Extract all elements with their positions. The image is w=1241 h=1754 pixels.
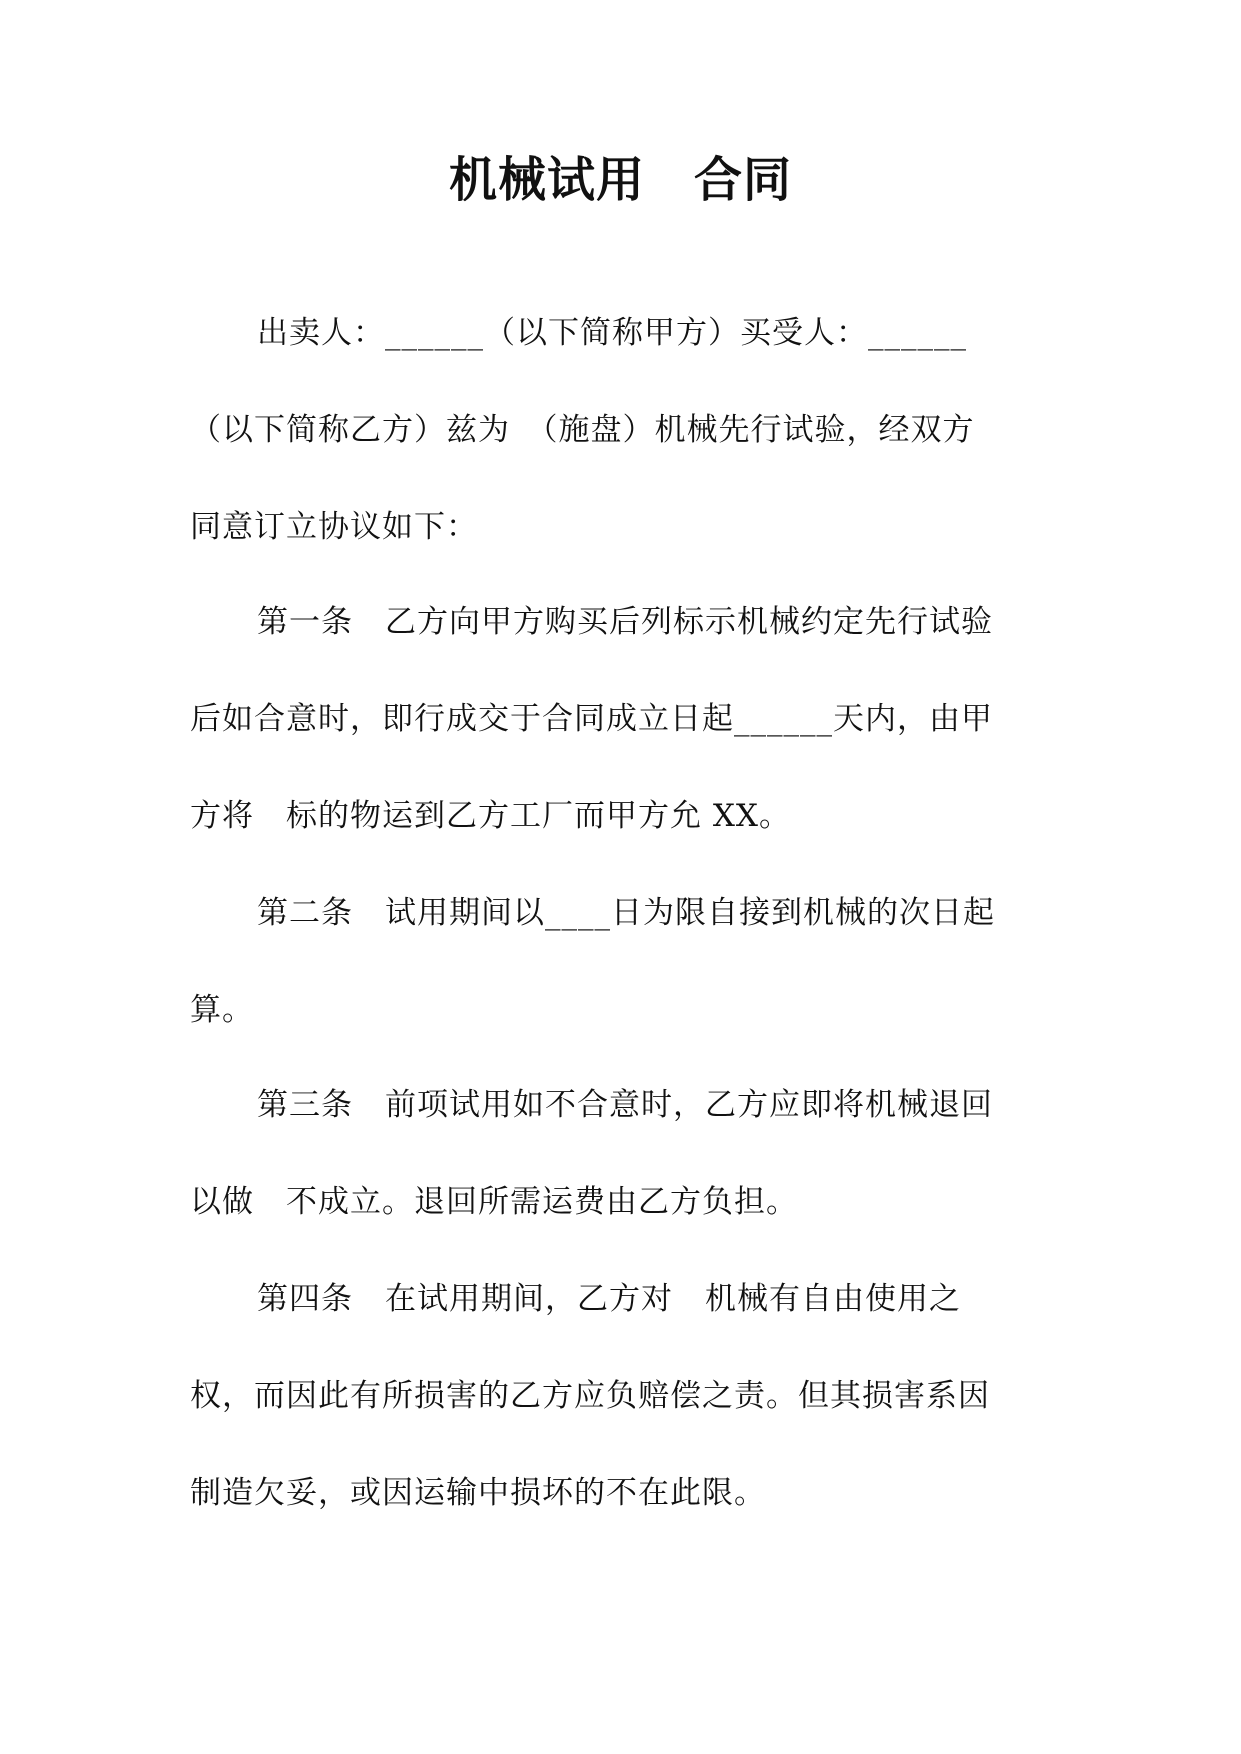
article-1-line-3: 方将 标的物运到乙方工厂而甲方允 XX。 [190, 798, 791, 834]
article-3-line-2: 以做 不成立。退回所需运费由乙方负担。 [190, 1184, 798, 1220]
article-4-line-3: 制造欠妥，或因运输中损坏的不在此限。 [190, 1475, 766, 1511]
paragraph-intro-line-2: （以下简称乙方）兹为 （施盘）机械先行试验，经双方 [190, 412, 975, 448]
paragraph-intro-line-3: 同意订立协议如下： [190, 509, 478, 545]
article-4-line-1: 第四条 在试用期间，乙方对 机械有自由使用之 [257, 1281, 961, 1317]
article-3-line-1: 第三条 前项试用如不合意时，乙方应即将机械退回 [257, 1087, 993, 1123]
paragraph-intro-line-1: 出卖人：______（以下简称甲方）买受人：______ [257, 315, 967, 351]
article-1-line-2: 后如合意时，即行成交于合同成立日起______天内，由甲 [190, 701, 993, 737]
article-1-line-1: 第一条 乙方向甲方购买后列标示机械约定先行试验 [257, 604, 993, 640]
article-2-line-2: 算。 [190, 992, 254, 1028]
article-2-line-1: 第二条 试用期间以____日为限自接到机械的次日起 [257, 895, 995, 931]
document-title: 机械试用 合同 [448, 152, 792, 208]
article-4-line-2: 权，而因此有所损害的乙方应负赔偿之责。但其损害系因 [190, 1378, 990, 1414]
